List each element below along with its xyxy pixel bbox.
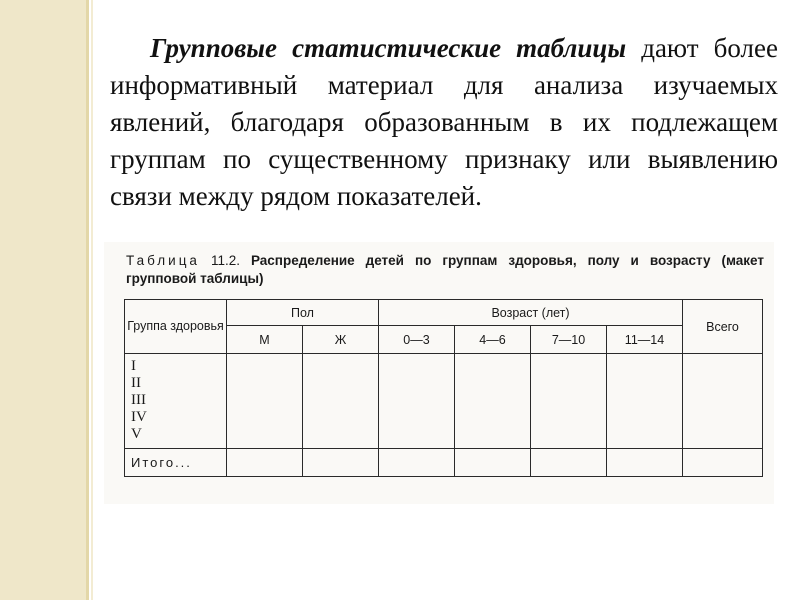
total-label: Итого...: [125, 448, 227, 476]
empty-cell: [683, 448, 763, 476]
header-age-band: 11—14: [607, 326, 683, 354]
header-total: Всего: [683, 300, 763, 354]
header-sex: Пол: [227, 300, 379, 326]
intro-text: дают более информативный материал для анализа изучаемых явлений, благодаря образованным в их подлежащем группам по существенному признаку или выявлению связи между рядом показателей.: [110, 33, 778, 211]
header-female: Ж: [303, 326, 379, 354]
intro-lead: Групповые статистические таблицы: [150, 33, 627, 63]
intro-paragraph: [110, 30, 778, 215]
table-caption: [126, 252, 764, 288]
health-group: II: [131, 375, 141, 392]
header-male: М: [227, 326, 303, 354]
caption-label: Таблица: [126, 253, 200, 268]
header-row-1: [125, 300, 763, 326]
empty-cell: [455, 448, 531, 476]
empty-cell: [531, 448, 607, 476]
empty-cell: [227, 354, 303, 449]
empty-cell: [607, 354, 683, 449]
health-group: III: [131, 392, 146, 409]
scanned-table-image: [104, 242, 774, 504]
health-group-list: [125, 354, 227, 449]
header-age: Возраст (лет): [379, 300, 683, 326]
empty-cell: [455, 354, 531, 449]
slide-side-bar: [0, 0, 89, 600]
empty-cell: [303, 354, 379, 449]
empty-cell: [379, 448, 455, 476]
group-statistics-table: [124, 299, 763, 477]
health-group: IV: [131, 409, 147, 426]
caption-number: 11.2.: [210, 253, 240, 268]
header-group: Группа здоровья: [125, 300, 227, 354]
health-group: V: [131, 426, 142, 443]
empty-cell: [607, 448, 683, 476]
caption-title: Распределение детей по группам здоровья, полу и возрасту (макет групповой таблицы): [126, 253, 764, 286]
empty-cell: [683, 354, 763, 449]
header-age-band: 4—6: [455, 326, 531, 354]
empty-cell: [227, 448, 303, 476]
empty-cell: [379, 354, 455, 449]
groups-row: [125, 354, 763, 449]
total-row: [125, 448, 763, 476]
header-age-band: 7—10: [531, 326, 607, 354]
health-group: I: [131, 358, 136, 375]
header-age-band: 0—3: [379, 326, 455, 354]
empty-cell: [531, 354, 607, 449]
empty-cell: [303, 448, 379, 476]
